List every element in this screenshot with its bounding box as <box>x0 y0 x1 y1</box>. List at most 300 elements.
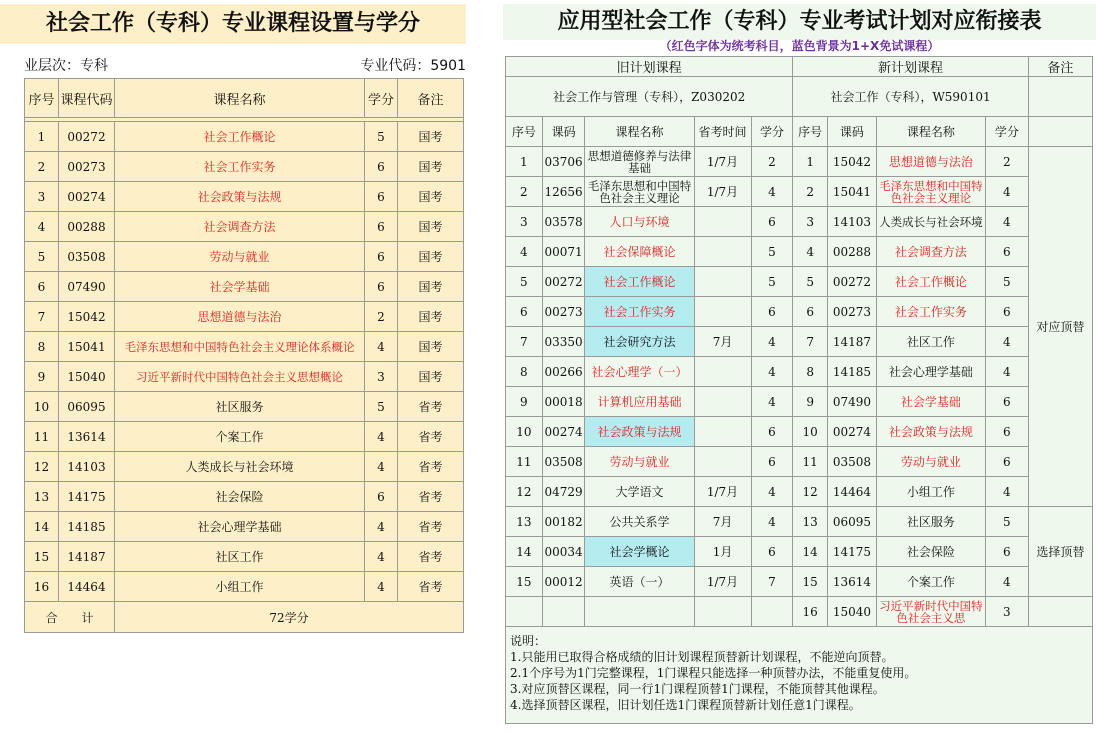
table-row <box>25 122 464 152</box>
table-row <box>25 512 464 542</box>
table-row <box>506 597 1093 627</box>
row-name: 社区服务 <box>115 392 365 422</box>
new-no: 8 <box>793 357 828 387</box>
old-name: 计算机应用基础 <box>585 387 694 417</box>
table-row <box>25 392 464 422</box>
old-no: 12 <box>506 477 543 507</box>
new-no: 2 <box>793 177 828 207</box>
row-no: 11 <box>25 422 59 452</box>
row-no: 7 <box>25 302 59 332</box>
old-no: 14 <box>506 537 543 567</box>
table-row <box>506 567 1093 597</box>
row-credit: 5 <box>365 392 398 422</box>
new-name: 社区服务 <box>876 507 985 537</box>
old-exam-time: 1/7月 <box>694 147 751 177</box>
old-code: 00071 <box>542 237 585 267</box>
old-code: 12656 <box>542 177 585 207</box>
notes-row <box>506 627 1093 724</box>
row-credit: 6 <box>365 482 398 512</box>
old-no: 6 <box>506 297 543 327</box>
new-no: 15 <box>793 567 828 597</box>
old-name: 社会政策与法规 <box>585 417 694 447</box>
old-no: 13 <box>506 507 543 537</box>
row-code: 06095 <box>59 392 115 422</box>
new-name: 社会工作实务 <box>876 297 985 327</box>
row-name: 人类成长与社会环境 <box>115 452 365 482</box>
table-row <box>25 152 464 182</box>
new-no: 6 <box>793 297 828 327</box>
old-name: 社会心理学（一） <box>585 357 694 387</box>
old-no: 4 <box>506 237 543 267</box>
new-name: 社会工作概论 <box>876 267 985 297</box>
remark-column-empty <box>1028 117 1092 147</box>
row-name: 社区工作 <box>115 542 365 572</box>
row-note: 国考 <box>398 152 464 182</box>
row-note: 省考 <box>398 392 464 422</box>
table-row <box>506 357 1093 387</box>
row-note: 省考 <box>398 482 464 512</box>
row-name: 社会心理学基础 <box>115 512 365 542</box>
row-name: 社会保险 <box>115 482 365 512</box>
old-no <box>506 597 543 627</box>
header-name: 课程名称 <box>115 79 365 118</box>
new-credit: 5 <box>985 267 1028 297</box>
old-no: 7 <box>506 327 543 357</box>
table-row <box>25 452 464 482</box>
table-row <box>506 237 1093 267</box>
old-name: 社会保障概论 <box>585 237 694 267</box>
new-credit: 5 <box>985 507 1028 537</box>
row-code: 00272 <box>59 122 115 152</box>
new-credit: 4 <box>985 177 1028 207</box>
new-code: 00272 <box>827 267 876 297</box>
old-name: 毛泽东思想和中国特色社会主义理论 <box>585 177 694 207</box>
new-code: 14185 <box>827 357 876 387</box>
table-row <box>25 212 464 242</box>
old-code: 00034 <box>542 537 585 567</box>
course-table-header <box>25 79 464 118</box>
row-name: 小组工作 <box>115 572 365 602</box>
row-no: 3 <box>25 182 59 212</box>
old-plan-header: 旧计划课程 <box>506 57 793 77</box>
new-name: 社会调查方法 <box>876 237 985 267</box>
old-code <box>542 597 585 627</box>
old-exam-time <box>694 447 751 477</box>
row-no: 2 <box>25 152 59 182</box>
old-major: 社会工作与管理（专科），Z030202 <box>506 77 793 117</box>
right-subtitle: （红色字体为统考科目，蓝色背景为1+X免试课程） <box>659 39 940 53</box>
old-code: 04729 <box>542 477 585 507</box>
old-name: 社会工作概论 <box>585 267 694 297</box>
new-credit: 4 <box>985 357 1028 387</box>
new-no: 1 <box>793 147 828 177</box>
old-name: 思想道德修养与法律基础 <box>585 147 694 177</box>
row-no: 4 <box>25 212 59 242</box>
old-exam-time: 1/7月 <box>694 567 751 597</box>
new-credit: 6 <box>985 237 1028 267</box>
old-exam-time: 1月 <box>694 537 751 567</box>
row-no: 12 <box>25 452 59 482</box>
row-code: 14103 <box>59 452 115 482</box>
row-code: 15042 <box>59 302 115 332</box>
new-code: 15040 <box>827 597 876 627</box>
old-code: 03508 <box>542 447 585 477</box>
old-credit: 4 <box>751 177 793 207</box>
new-credit: 3 <box>985 597 1028 627</box>
old-code: 00272 <box>542 267 585 297</box>
row-note: 省考 <box>398 422 464 452</box>
new-credit: 6 <box>985 447 1028 477</box>
new-code: 15041 <box>827 177 876 207</box>
new-code: 15042 <box>827 147 876 177</box>
table-row <box>25 302 464 332</box>
row-credit: 4 <box>365 332 398 362</box>
old-credit: 5 <box>751 237 793 267</box>
table-row <box>25 182 464 212</box>
new-no: 7 <box>793 327 828 357</box>
old-code: 00018 <box>542 387 585 417</box>
row-credit: 4 <box>365 422 398 452</box>
old-credit: 4 <box>751 387 793 417</box>
row-note: 省考 <box>398 572 464 602</box>
table-row <box>506 297 1093 327</box>
old-credit: 6 <box>751 537 793 567</box>
row-code: 00274 <box>59 182 115 212</box>
note-line: 说明： <box>510 634 547 648</box>
new-credit: 4 <box>985 207 1028 237</box>
new-credit: 6 <box>985 387 1028 417</box>
new-credit: 4 <box>985 477 1028 507</box>
old-credit: 5 <box>751 267 793 297</box>
old-name: 英语（一） <box>585 567 694 597</box>
row-credit: 5 <box>365 122 398 152</box>
mapping-table <box>505 56 1093 724</box>
table-row <box>506 207 1093 237</box>
old-code: 00266 <box>542 357 585 387</box>
old-code: 00012 <box>542 567 585 597</box>
old-code: 00273 <box>542 297 585 327</box>
old-name: 社会学概论 <box>585 537 694 567</box>
table-row <box>25 422 464 452</box>
new-header-no: 序号 <box>793 117 828 147</box>
new-code: 14175 <box>827 537 876 567</box>
old-code: 03706 <box>542 147 585 177</box>
old-name: 劳动与就业 <box>585 447 694 477</box>
old-code: 00182 <box>542 507 585 537</box>
row-no: 9 <box>25 362 59 392</box>
row-credit: 2 <box>365 302 398 332</box>
new-code: 06095 <box>827 507 876 537</box>
old-credit: 6 <box>751 417 793 447</box>
row-code: 07490 <box>59 272 115 302</box>
old-no: 2 <box>506 177 543 207</box>
old-no: 1 <box>506 147 543 177</box>
row-credit: 6 <box>365 212 398 242</box>
row-name: 个案工作 <box>115 422 365 452</box>
row-credit: 6 <box>365 182 398 212</box>
old-exam-time: 7月 <box>694 507 751 537</box>
level-label: 业层次：专科 <box>24 58 108 74</box>
header-no: 序号 <box>25 79 59 118</box>
row-name: 社会工作实务 <box>115 152 365 182</box>
table-row <box>506 507 1093 537</box>
new-name: 人类成长与社会环境 <box>876 207 985 237</box>
table-row <box>506 417 1093 447</box>
table-row <box>25 242 464 272</box>
table-row <box>25 332 464 362</box>
new-name: 社会心理学基础 <box>876 357 985 387</box>
row-name: 社会工作概论 <box>115 122 365 152</box>
new-code: 00273 <box>827 297 876 327</box>
old-code: 03578 <box>542 207 585 237</box>
old-exam-time <box>694 387 751 417</box>
new-credit: 4 <box>985 327 1028 357</box>
table-row <box>506 387 1093 417</box>
row-name: 社会调查方法 <box>115 212 365 242</box>
table-row <box>506 267 1093 297</box>
old-exam-time: 7月 <box>694 327 751 357</box>
row-note: 国考 <box>398 212 464 242</box>
new-name: 社区工作 <box>876 327 985 357</box>
old-credit: 4 <box>751 327 793 357</box>
new-name: 个案工作 <box>876 567 985 597</box>
old-exam-time <box>694 597 751 627</box>
old-credit: 4 <box>751 477 793 507</box>
row-no: 1 <box>25 122 59 152</box>
row-credit: 6 <box>365 242 398 272</box>
old-name: 社会工作实务 <box>585 297 694 327</box>
new-name: 社会学基础 <box>876 387 985 417</box>
new-major: 社会工作（专科），W590101 <box>793 77 1028 117</box>
new-code: 00288 <box>827 237 876 267</box>
left-title: 社会工作（专科）专业课程设置与学分 <box>0 4 466 44</box>
mapping-column-header-row <box>506 117 1093 147</box>
old-header-code: 课码 <box>542 117 585 147</box>
new-no: 14 <box>793 537 828 567</box>
note-line: 2.1个序号为1门完整课程，1门课程只能选择一种顶替办法，不能重复使用。 <box>510 666 917 680</box>
remark-optional-replace: 选择顶替 <box>1028 507 1092 597</box>
old-no: 9 <box>506 387 543 417</box>
course-table <box>24 78 464 633</box>
old-credit: 6 <box>751 447 793 477</box>
new-credit: 6 <box>985 417 1028 447</box>
row-note: 国考 <box>398 182 464 212</box>
old-credit <box>751 597 793 627</box>
table-row <box>25 572 464 602</box>
row-no: 16 <box>25 572 59 602</box>
old-header-no: 序号 <box>506 117 543 147</box>
new-credit: 2 <box>985 147 1028 177</box>
row-code: 14187 <box>59 542 115 572</box>
total-label: 合 计 <box>25 602 115 633</box>
remark-direct-replace: 对应顶替 <box>1028 147 1092 507</box>
row-credit: 3 <box>365 362 398 392</box>
new-name: 习近平新时代中国特色社会主义思 <box>876 597 985 627</box>
table-row <box>506 447 1093 477</box>
table-row <box>506 327 1093 357</box>
row-no: 14 <box>25 512 59 542</box>
old-no: 5 <box>506 267 543 297</box>
row-credit: 4 <box>365 452 398 482</box>
new-code: 13614 <box>827 567 876 597</box>
notes-block <box>506 627 1093 724</box>
new-header-credit: 学分 <box>985 117 1028 147</box>
new-code: 03508 <box>827 447 876 477</box>
row-code: 00273 <box>59 152 115 182</box>
total-value: 72学分 <box>115 602 464 633</box>
remark-header: 备注 <box>1028 57 1092 77</box>
row-no: 10 <box>25 392 59 422</box>
row-code: 03508 <box>59 242 115 272</box>
new-header-code: 课码 <box>827 117 876 147</box>
row-name: 习近平新时代中国特色社会主义思想概论 <box>115 362 365 392</box>
row-note: 国考 <box>398 242 464 272</box>
row-credit: 4 <box>365 542 398 572</box>
old-exam-time <box>694 297 751 327</box>
row-name: 思想道德与法治 <box>115 302 365 332</box>
new-no: 5 <box>793 267 828 297</box>
new-no: 9 <box>793 387 828 417</box>
row-name: 劳动与就业 <box>115 242 365 272</box>
row-note: 省考 <box>398 452 464 482</box>
new-no: 13 <box>793 507 828 537</box>
row-no: 6 <box>25 272 59 302</box>
remark-empty <box>1028 77 1092 117</box>
row-note: 国考 <box>398 302 464 332</box>
row-no: 15 <box>25 542 59 572</box>
old-exam-time <box>694 357 751 387</box>
header-credit: 学分 <box>365 79 398 118</box>
new-header-name: 课程名称 <box>876 117 985 147</box>
old-name <box>585 597 694 627</box>
old-exam-time <box>694 267 751 297</box>
row-code: 15040 <box>59 362 115 392</box>
new-code: 14103 <box>827 207 876 237</box>
note-line: 1.只能用已取得合格成绩的旧计划课程顶替新计划课程，不能逆向顶替。 <box>510 650 894 664</box>
total-row <box>25 602 464 633</box>
row-note: 国考 <box>398 362 464 392</box>
table-row <box>506 177 1093 207</box>
old-no: 3 <box>506 207 543 237</box>
header-code: 课程代码 <box>59 79 115 118</box>
new-name: 社会保险 <box>876 537 985 567</box>
new-no: 16 <box>793 597 828 627</box>
table-row <box>25 362 464 392</box>
row-name: 毛泽东思想和中国特色社会主义理论体系概论 <box>115 332 365 362</box>
major-code-label: 专业代码：5901 <box>360 58 466 74</box>
old-no: 8 <box>506 357 543 387</box>
old-code: 03350 <box>542 327 585 357</box>
row-code: 13614 <box>59 422 115 452</box>
row-credit: 4 <box>365 572 398 602</box>
row-note: 国考 <box>398 332 464 362</box>
old-credit: 6 <box>751 297 793 327</box>
old-name: 社会研究方法 <box>585 327 694 357</box>
old-code: 00274 <box>542 417 585 447</box>
row-note: 省考 <box>398 542 464 572</box>
old-credit: 4 <box>751 357 793 387</box>
old-name: 公共关系学 <box>585 507 694 537</box>
table-row <box>25 482 464 512</box>
old-credit: 7 <box>751 567 793 597</box>
old-no: 10 <box>506 417 543 447</box>
new-code: 14464 <box>827 477 876 507</box>
old-credit: 4 <box>751 507 793 537</box>
major-row <box>506 77 1093 117</box>
old-no: 11 <box>506 447 543 477</box>
row-no: 13 <box>25 482 59 512</box>
new-no: 10 <box>793 417 828 447</box>
row-credit: 6 <box>365 152 398 182</box>
row-note: 国考 <box>398 272 464 302</box>
old-header-credit: 学分 <box>751 117 793 147</box>
right-title: 应用型社会工作（专科）专业考试计划对应衔接表 <box>503 4 1096 40</box>
remark-empty <box>1028 597 1092 627</box>
new-credit: 6 <box>985 297 1028 327</box>
new-credit: 4 <box>985 567 1028 597</box>
table-row <box>25 272 464 302</box>
old-credit: 2 <box>751 147 793 177</box>
old-name: 人口与环境 <box>585 207 694 237</box>
header-note: 备注 <box>398 79 464 118</box>
row-note: 国考 <box>398 122 464 152</box>
old-credit: 6 <box>751 207 793 237</box>
new-plan-header: 新计划课程 <box>793 57 1028 77</box>
row-name: 社会政策与法规 <box>115 182 365 212</box>
new-no: 4 <box>793 237 828 267</box>
old-exam-time <box>694 207 751 237</box>
old-exam-time: 1/7月 <box>694 477 751 507</box>
row-code: 14185 <box>59 512 115 542</box>
old-exam-time <box>694 417 751 447</box>
table-row <box>25 542 464 572</box>
row-no: 8 <box>25 332 59 362</box>
new-name: 思想道德与法治 <box>876 147 985 177</box>
old-header-time: 省考时间 <box>694 117 751 147</box>
old-header-name: 课程名称 <box>585 117 694 147</box>
row-credit: 4 <box>365 512 398 542</box>
new-code: 14187 <box>827 327 876 357</box>
row-credit: 6 <box>365 272 398 302</box>
old-exam-time <box>694 237 751 267</box>
row-code: 14175 <box>59 482 115 512</box>
old-exam-time: 1/7月 <box>694 177 751 207</box>
row-note: 省考 <box>398 512 464 542</box>
table-row <box>506 477 1093 507</box>
note-line: 3.对应顶替区课程，同一行1门课程顶替1门课程，不能顶替其他课程。 <box>510 682 885 696</box>
row-code: 00288 <box>59 212 115 242</box>
new-code: 00274 <box>827 417 876 447</box>
new-code: 07490 <box>827 387 876 417</box>
row-code: 14464 <box>59 572 115 602</box>
table-row <box>506 147 1093 177</box>
row-name: 社会学基础 <box>115 272 365 302</box>
left-course-panel <box>0 0 466 746</box>
new-no: 12 <box>793 477 828 507</box>
new-credit: 6 <box>985 537 1028 567</box>
old-no: 15 <box>506 567 543 597</box>
plan-header-row <box>506 57 1093 77</box>
new-name: 社会政策与法规 <box>876 417 985 447</box>
new-no: 3 <box>793 207 828 237</box>
new-name: 劳动与就业 <box>876 447 985 477</box>
new-name: 小组工作 <box>876 477 985 507</box>
new-name: 毛泽东思想和中国特色社会主义理论 <box>876 177 985 207</box>
old-name: 大学语文 <box>585 477 694 507</box>
row-code: 15041 <box>59 332 115 362</box>
row-no: 5 <box>25 242 59 272</box>
table-row <box>506 537 1093 567</box>
